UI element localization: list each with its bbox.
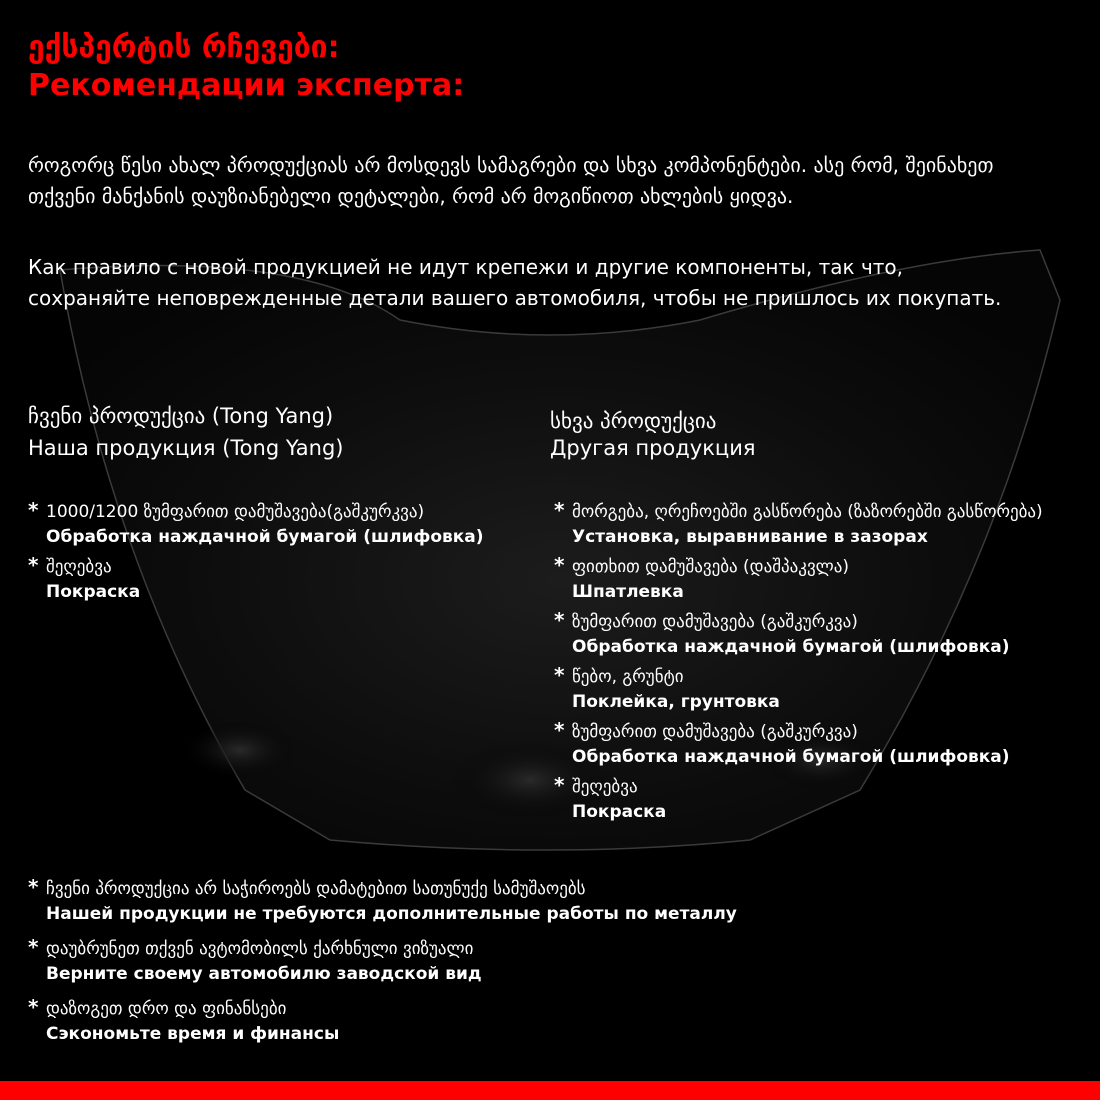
asterisk-icon: * [554,608,565,632]
benefits-list [28,877,737,1057]
note-text-russian: Нашей продукции не требуются дополнительные работы по металлу [46,904,737,924]
list-item [554,720,1043,770]
asterisk-icon: * [28,875,39,899]
item-text-russian: Установка, выравнивание в зазорах [572,527,928,547]
asterisk-icon: * [554,553,565,577]
intro-text-georgian: როგორც წესი ახალ პროდუქციას არ მოსდევს სამაგრები და სხვა კომპონენტები. ასე რომ, შეინახეთ თქვენი მანქანის დაუზიანებელი დეტალები, რომ არ მოგიწიოთ ახლების ყიდვა. [28,153,994,208]
page-title-georgian: ექსპერტის რჩევები: [28,30,340,65]
item-text-russian: Обработка наждачной бумагой (шлифовка) [572,637,1010,657]
intro-text-russian: Как правило с новой продукцией не идут крепежи и другие компоненты, так что, сохраняйте неповрежденные детали вашего автомобиля, чтобы не пришлось их покупать. [28,255,1002,310]
list-item [28,937,737,987]
item-text-russian: Обработка наждачной бумагой (шлифовка) [572,747,1010,767]
item-text-georgian: შეღებვა [572,777,638,797]
item-text-russian: Покраска [572,802,667,822]
list-item [554,610,1043,660]
item-text-russian: Поклейка, грунтовка [572,692,780,712]
item-text-russian: Покраска [46,582,141,602]
list-item [554,500,1043,550]
asterisk-icon: * [28,553,39,577]
list-item [554,665,1043,715]
asterisk-icon: * [554,773,565,797]
list-item [28,500,484,550]
asterisk-icon: * [554,498,565,522]
other-product-heading-russian: Другая продукция [550,436,756,460]
other-product-list [554,500,1043,830]
item-text-georgian: ზუმფარით დამუშავება (გაშკურკვა) [572,722,858,742]
item-text-russian: Обработка наждачной бумагой (шлифовка) [46,527,484,547]
asterisk-icon: * [28,935,39,959]
item-text-georgian: ზუმფარით დამუშავება (გაშკურკვა) [572,612,858,632]
other-product-heading-georgian: სხვა პროდუქცია [550,409,717,433]
asterisk-icon: * [28,498,39,522]
item-text-georgian: ფითხით დამუშავება (დაშპაკვლა) [572,557,850,577]
asterisk-icon: * [554,663,565,687]
our-product-heading-russian: Наша продукция (Tong Yang) [28,436,344,460]
item-text-georgian: 1000/1200 ზუმფარით დამუშავება(გაშკურკვა) [46,502,425,522]
list-item [28,555,484,605]
bottom-accent-bar [0,1081,1100,1100]
item-text-russian: Шпатлевка [572,582,684,602]
note-text-georgian: დაზოგეთ დრო და ფინანსები [46,999,287,1019]
page-title-russian: Рекомендации эксперта: [28,68,465,103]
our-product-heading-georgian: ჩვენი პროდუქცია (Tong Yang) [28,404,334,428]
list-item [28,997,737,1047]
note-text-russian: Верните своему автомобилю заводской вид [46,964,482,984]
note-text-georgian: ჩვენი პროდუქცია არ საჭიროებს დამატებით სათუნუქე სამუშაოებს [46,879,586,899]
item-text-georgian: შეღებვა [46,557,112,577]
asterisk-icon: * [28,995,39,1019]
note-text-georgian: დაუბრუნეთ თქვენ ავტომობილს ქარხნული ვიზუალი [46,939,474,959]
asterisk-icon: * [554,718,565,742]
item-text-georgian: მორგება, ღრეჩოებში გასწორება (ზაზორებში გასწორება) [572,502,1043,522]
note-text-russian: Сэкономьте время и финансы [46,1024,340,1044]
list-item [28,877,737,927]
list-item [554,775,1043,825]
our-product-list [28,500,484,610]
list-item [554,555,1043,605]
item-text-georgian: წებო, გრუნტი [572,667,684,687]
